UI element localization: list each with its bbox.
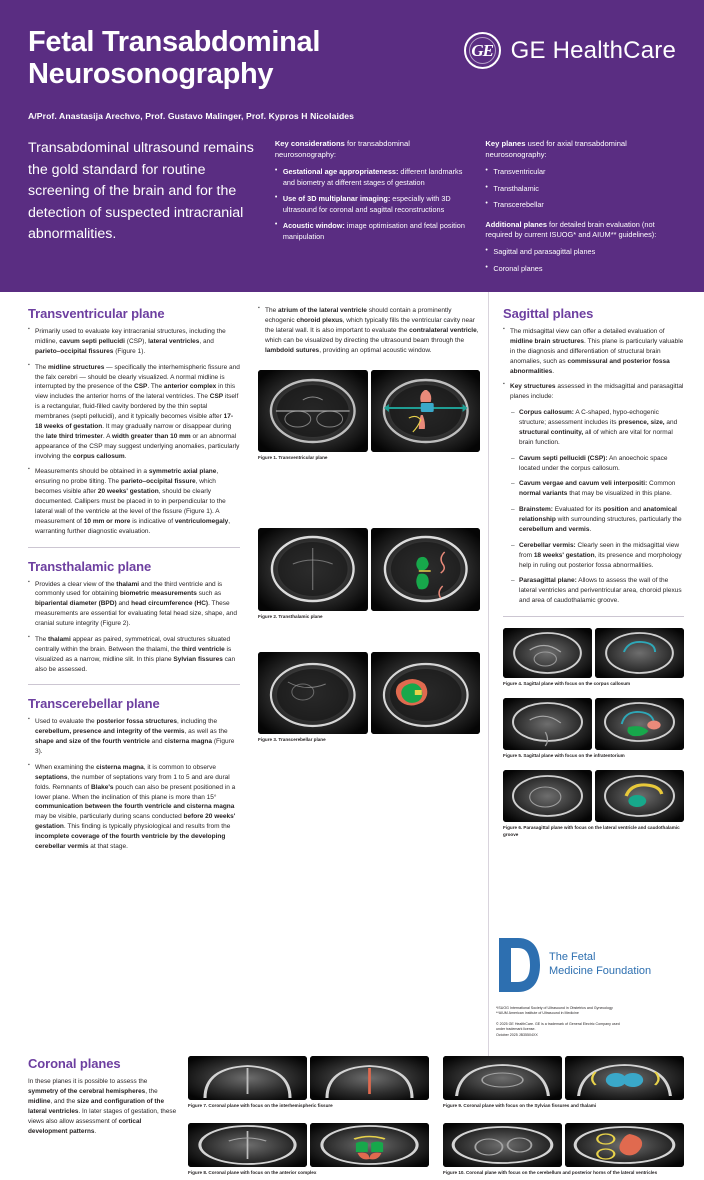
additional-planes-rest: for detailed brain evaluation (not required by current ISUOG* and AIUM** guidelines): bbox=[485, 219, 657, 240]
ultrasound-image-annotated bbox=[595, 628, 684, 678]
ultrasound-image-plain bbox=[258, 528, 368, 611]
fetal-medicine-foundation-logo bbox=[496, 936, 686, 994]
ultrasound-image-annotated bbox=[310, 1123, 429, 1167]
figure-8 bbox=[188, 1123, 429, 1176]
page-title: Fetal Transabdominal Neurosonography bbox=[28, 26, 321, 91]
list-item: ▪ The thalami appear as paired, symmetrical, oval structures situated centrally within the brain. Between the thalami, the third ventricle is visualized as a narrow, midline slit. In this plane Sylvian fissures can also be assessed. bbox=[28, 635, 240, 675]
section-heading-transventricular: Transventricular plane bbox=[28, 306, 165, 321]
list-item: ▪ The midline structures — specifically the interhemispheric fissure and the falx cerebri — should be clearly visualized. A normal midline is interrupted by the presence of the CSP. The anterior complex in this view includes the anterior horns of the lateral ventricles. The CSP itself is a rectangular, fluid-filled cavity bordered by the thin septal membranes (septi pellucidi), and it typically becomes visible after 17-18 weeks of gestation. It may gradually narrow or disappear during the late third trimester. A width greater than 10 mm or an abnormal appearance of the CSP may suggest underlying anomalies, particularly involving the corpus callosum. bbox=[28, 363, 240, 462]
figure-7 bbox=[188, 1056, 429, 1109]
figure-6 bbox=[503, 770, 684, 837]
section-heading-coronal: Coronal planes bbox=[28, 1056, 121, 1071]
copyright-line-3: October 2025 JB35504XX bbox=[496, 1032, 538, 1037]
list-item: ▪ Key structures assessed in the midsagittal and parasagittal planes include: bbox=[503, 382, 684, 402]
author-list: A/Prof. Anastasija Arechvo, Prof. Gustavo Malinger, Prof. Kypros H Nicolaides bbox=[28, 110, 355, 121]
list-item: ▪ Measurements should be obtained in a symmetric axial plane, ensuring no probe tilting. The parieto–occipital fissure, which becomes visible after 20 weeks' gestation, should be clearly documented. Callipers must be placed in to in perpendicular to the lateral wall of the ventricle at the level of the fissure (Figure 1). A measurement of 10 mm or more is indicative of ventriculomegaly, warranting further diagnostic evaluation. bbox=[28, 467, 240, 536]
ultrasound-image-annotated bbox=[371, 528, 481, 611]
ultrasound-image-plain bbox=[503, 698, 592, 750]
figure-1 bbox=[258, 370, 480, 461]
list-item: • Transcerebellar bbox=[485, 200, 676, 211]
transventricular-continued-bullets bbox=[258, 306, 480, 355]
middle-column bbox=[250, 292, 488, 1056]
figure-4-caption: Figure 4. Sagittal plane with focus on the corpus callosum bbox=[503, 681, 631, 686]
ultrasound-image-plain bbox=[188, 1056, 307, 1100]
footer-block bbox=[496, 936, 686, 1038]
key-planes-title bbox=[485, 138, 676, 160]
section-heading-transthalamic: Transthalamic plane bbox=[28, 558, 152, 574]
figure-3-images bbox=[258, 652, 480, 734]
key-considerations-list bbox=[275, 167, 466, 242]
list-item: ▪ Primarily used to evaluate key intracranial structures, including the midline, cavum septi pellucidi (CSP), lateral ventricles, and parieto–occipital fissures (Figure 1). bbox=[28, 327, 240, 357]
ultrasound-image-annotated bbox=[595, 770, 684, 822]
list-item: ▪ Used to evaluate the posterior fossa structures, including the cerebellum, presence and integrity of the vermis, as well as the shape and size of the fourth ventricle and cisterna magna (Figure 3). bbox=[28, 717, 240, 757]
ultrasound-image-annotated bbox=[371, 370, 481, 452]
figure-10 bbox=[443, 1123, 684, 1176]
footnote-aium: **AIUM American Institute of Ultrasound in Medicine bbox=[496, 1011, 579, 1016]
sagittal-bullets bbox=[503, 327, 684, 402]
list-item: ▪ The atrium of the lateral ventricle should contain a prominently echogenic choroid plexus, which typically fills the ventricular cavity near the lateral wall. It is also important to evaluate the contralateral ventricle, which can be visualized by directing the ultrasound beam through the lambdoid sutures, providing an optimal acoustic window. bbox=[258, 306, 480, 355]
list-item: – Corpus callosum: A C-shaped, hypo-echogenic structure; assessment includes its presence, size, and structural continuity, all of which are vital for normal brain function. bbox=[511, 408, 684, 448]
list-item: • Sagittal and parasagittal planes bbox=[485, 247, 676, 258]
section-heading-transcerebellar: Transcerebellar plane bbox=[28, 696, 160, 712]
ge-healthcare-logo bbox=[464, 32, 676, 69]
fmf-line-1: The Fetal bbox=[549, 951, 596, 964]
list-item: – Cerebellar vermis: Clearly seen in the midsagittal view from 18 weeks' gestation, its presence and morphology help in ruling out posterior fossa abnormalities. bbox=[511, 541, 684, 571]
transventricular-bullets bbox=[28, 327, 240, 537]
figure-4-images bbox=[503, 628, 684, 678]
figure-8-caption: Figure 8. Coronal plane with focus on the anterior complex bbox=[188, 1170, 317, 1176]
item-label: Use of 3D multiplanar imaging: bbox=[282, 194, 391, 204]
additional-planes-title bbox=[485, 220, 676, 241]
figure-10-caption: Figure 10. Coronal plane with focus on the cerebellum and posterior horns of the lateral ventricles bbox=[443, 1170, 658, 1176]
footnotes bbox=[496, 1006, 686, 1038]
figure-2-images bbox=[258, 528, 480, 611]
figure-1-caption: Figure 1. Transventricular plane bbox=[258, 455, 328, 461]
list-item: • Transventricular bbox=[485, 167, 676, 178]
key-considerations-title bbox=[275, 138, 466, 160]
figure-5-caption: Figure 5. Sagittal plane with focus on the infratentorium bbox=[503, 753, 625, 759]
figure-1-images bbox=[258, 370, 480, 452]
ultrasound-image-plain bbox=[258, 652, 368, 734]
fmf-wordmark bbox=[549, 951, 651, 979]
list-item: – Parasagittal plane: Allows to assess the wall of the lateral ventricles and periventricular area, choroid plexus and area of caudothalamic groove. bbox=[511, 576, 684, 606]
transcerebellar-bullets bbox=[28, 717, 240, 851]
section-heading-sagittal: Sagittal planes bbox=[503, 306, 594, 321]
list-item: • Coronal planes bbox=[485, 264, 676, 275]
item-label: Acoustic window: bbox=[282, 221, 345, 231]
key-planes-list bbox=[485, 167, 676, 211]
key-planes-title-bold: Key planes bbox=[485, 138, 526, 148]
key-planes-title-rest: used for axial transabdominal neurosonography: bbox=[485, 138, 627, 159]
copyright-line-1: © 2025 GE HealthCare. GE is a trademark of General Electric Company used bbox=[496, 1021, 620, 1026]
figure-3 bbox=[258, 652, 480, 743]
key-considerations-title-bold: Key considerations bbox=[274, 138, 345, 148]
list-item: • Transthalamic bbox=[485, 184, 676, 195]
list-item: ▪ When examining the cisterna magna, it is common to observe septations, the number of septations vary from 1 to 5 and are dural folds. Remnants of Blake's pouch can also be present positioned in a lower plane. When the inclination of this plane is more than 15° communication between the fourth ventricle and cisterna magna may be visible, particularly during scans conducted before 20 weeks' gestation. This finding is typically physiological and results from the incomplete coverage of the fourth ventricle by the developing cerebellar vermis at that stage. bbox=[28, 763, 240, 852]
additional-planes-list bbox=[485, 247, 676, 274]
key-considerations-block bbox=[275, 138, 466, 280]
copyright-line-2: under trademark license. bbox=[496, 1027, 536, 1032]
ultrasound-image-plain bbox=[258, 370, 368, 452]
figure-6-images bbox=[503, 770, 684, 822]
figure-2 bbox=[258, 528, 480, 620]
fmf-d-icon bbox=[496, 936, 542, 994]
divider bbox=[503, 616, 684, 617]
ultrasound-image-plain bbox=[503, 770, 592, 822]
divider bbox=[28, 684, 240, 685]
item-label: Gestational age appropriateness: bbox=[282, 166, 399, 176]
header-lead-statement: Transabdominal ultrasound remains the gold standard for routine screening of the brain and for the detection of suspected intracranial abnormalities. bbox=[28, 139, 254, 243]
list-item: ▪ The midsagittal view can offer a detailed evaluation of midline brain structures. This plane is particularly valuable in the diagnosis and differentiation of structural brain anomalies, such as commissural and posterior fossa abnormalities. bbox=[503, 327, 684, 376]
list-item: – Cavum vergae and cavum veli interpositi: Common normal variants that may be visualized in this plane. bbox=[511, 479, 684, 499]
footnote-isuog: *ISUOG International Society of Ultrasound in Obstetrics and Gynecology bbox=[496, 1006, 613, 1011]
figure-4 bbox=[503, 628, 684, 687]
figure-3-caption: Figure 3. Transcerebellar plane bbox=[258, 736, 326, 742]
key-considerations-title-rest: for transabdominal neurosonography: bbox=[274, 138, 410, 159]
left-column bbox=[0, 292, 250, 1056]
fmf-line-2: Medicine Foundation bbox=[549, 965, 652, 978]
item-text: different landmarks and biometry at different stages of gestation bbox=[282, 166, 463, 187]
figure-9-images bbox=[443, 1056, 684, 1100]
header-top-row bbox=[28, 26, 676, 91]
ultrasound-image-annotated bbox=[565, 1056, 684, 1100]
coronal-text-block bbox=[28, 1056, 178, 1180]
figure-5-images bbox=[503, 698, 684, 750]
list-item: – Cavum septi pellucidi (CSP): An anoechoic space located under the corpus callosum. bbox=[511, 454, 684, 474]
sagittal-sub-bullets bbox=[503, 408, 684, 606]
coronal-figure-grid bbox=[188, 1056, 684, 1180]
figure-6-caption: Figure 6. Parasagittal plane with focus on the lateral ventricle and caudothalamic groove bbox=[503, 825, 680, 837]
figure-2-caption: Figure 2. Transthalamic plane bbox=[258, 613, 323, 619]
item-text: especially with 3D ultrasound for coronal and sagittal reconstructions bbox=[282, 194, 451, 214]
list-item: – Brainstem: Evaluated for its position and anatomical relationship with surrounding structures, particularly the cerebellum and vermis. bbox=[511, 505, 684, 535]
figure-7-caption: Figure 7. Coronal plane with focus on the interhemispheric fissure bbox=[188, 1103, 333, 1108]
ge-wordmark: GE HealthCare bbox=[510, 36, 676, 64]
coronal-section bbox=[0, 1056, 704, 1180]
ultrasound-image-annotated bbox=[595, 698, 684, 750]
ultrasound-image-plain bbox=[503, 628, 592, 678]
divider bbox=[28, 547, 240, 548]
figure-10-images bbox=[443, 1123, 684, 1167]
header-columns bbox=[28, 138, 676, 280]
transthalamic-bullets bbox=[28, 580, 240, 675]
ge-monogram-icon: GE bbox=[464, 32, 501, 69]
ultrasound-image-annotated bbox=[565, 1123, 684, 1167]
list-item: ▪ Provides a clear view of the thalami and the third ventricle and is commonly used for obtaining biometric measurements such as bipariental diameter (BPD) and head circumference (HC). These measurements are essential for evaluating fetal head size, shape, and cranial suture integrity (Figure 2). bbox=[28, 580, 240, 629]
figure-7-images bbox=[188, 1056, 429, 1100]
list-item bbox=[275, 194, 466, 215]
figure-8-images bbox=[188, 1123, 429, 1167]
ultrasound-image-plain bbox=[443, 1056, 562, 1100]
figure-5 bbox=[503, 698, 684, 759]
poster-header bbox=[0, 0, 704, 292]
item-text: image optimisation and fetal position manipulation bbox=[282, 221, 465, 241]
figure-9 bbox=[443, 1056, 684, 1109]
list-item bbox=[275, 221, 466, 242]
ultrasound-image-annotated bbox=[310, 1056, 429, 1100]
list-item bbox=[275, 167, 466, 188]
ultrasound-image-annotated bbox=[371, 652, 481, 734]
ultrasound-image-plain bbox=[188, 1123, 307, 1167]
coronal-paragraph: In these planes it is possible to assess the symmetry of the cerebral hemispheres, the midline, and the size and configuration of the lateral ventricles. In later stages of gestation, these views also allow assessment of cortical development patterns. bbox=[28, 1078, 177, 1135]
key-planes-block bbox=[485, 138, 676, 280]
ultrasound-image-plain bbox=[443, 1123, 562, 1167]
figure-9-caption: Figure 9. Coronal plane with focus on the Sylvian fissures and thalami bbox=[443, 1103, 597, 1108]
additional-planes-bold: Additional planes bbox=[485, 219, 547, 229]
